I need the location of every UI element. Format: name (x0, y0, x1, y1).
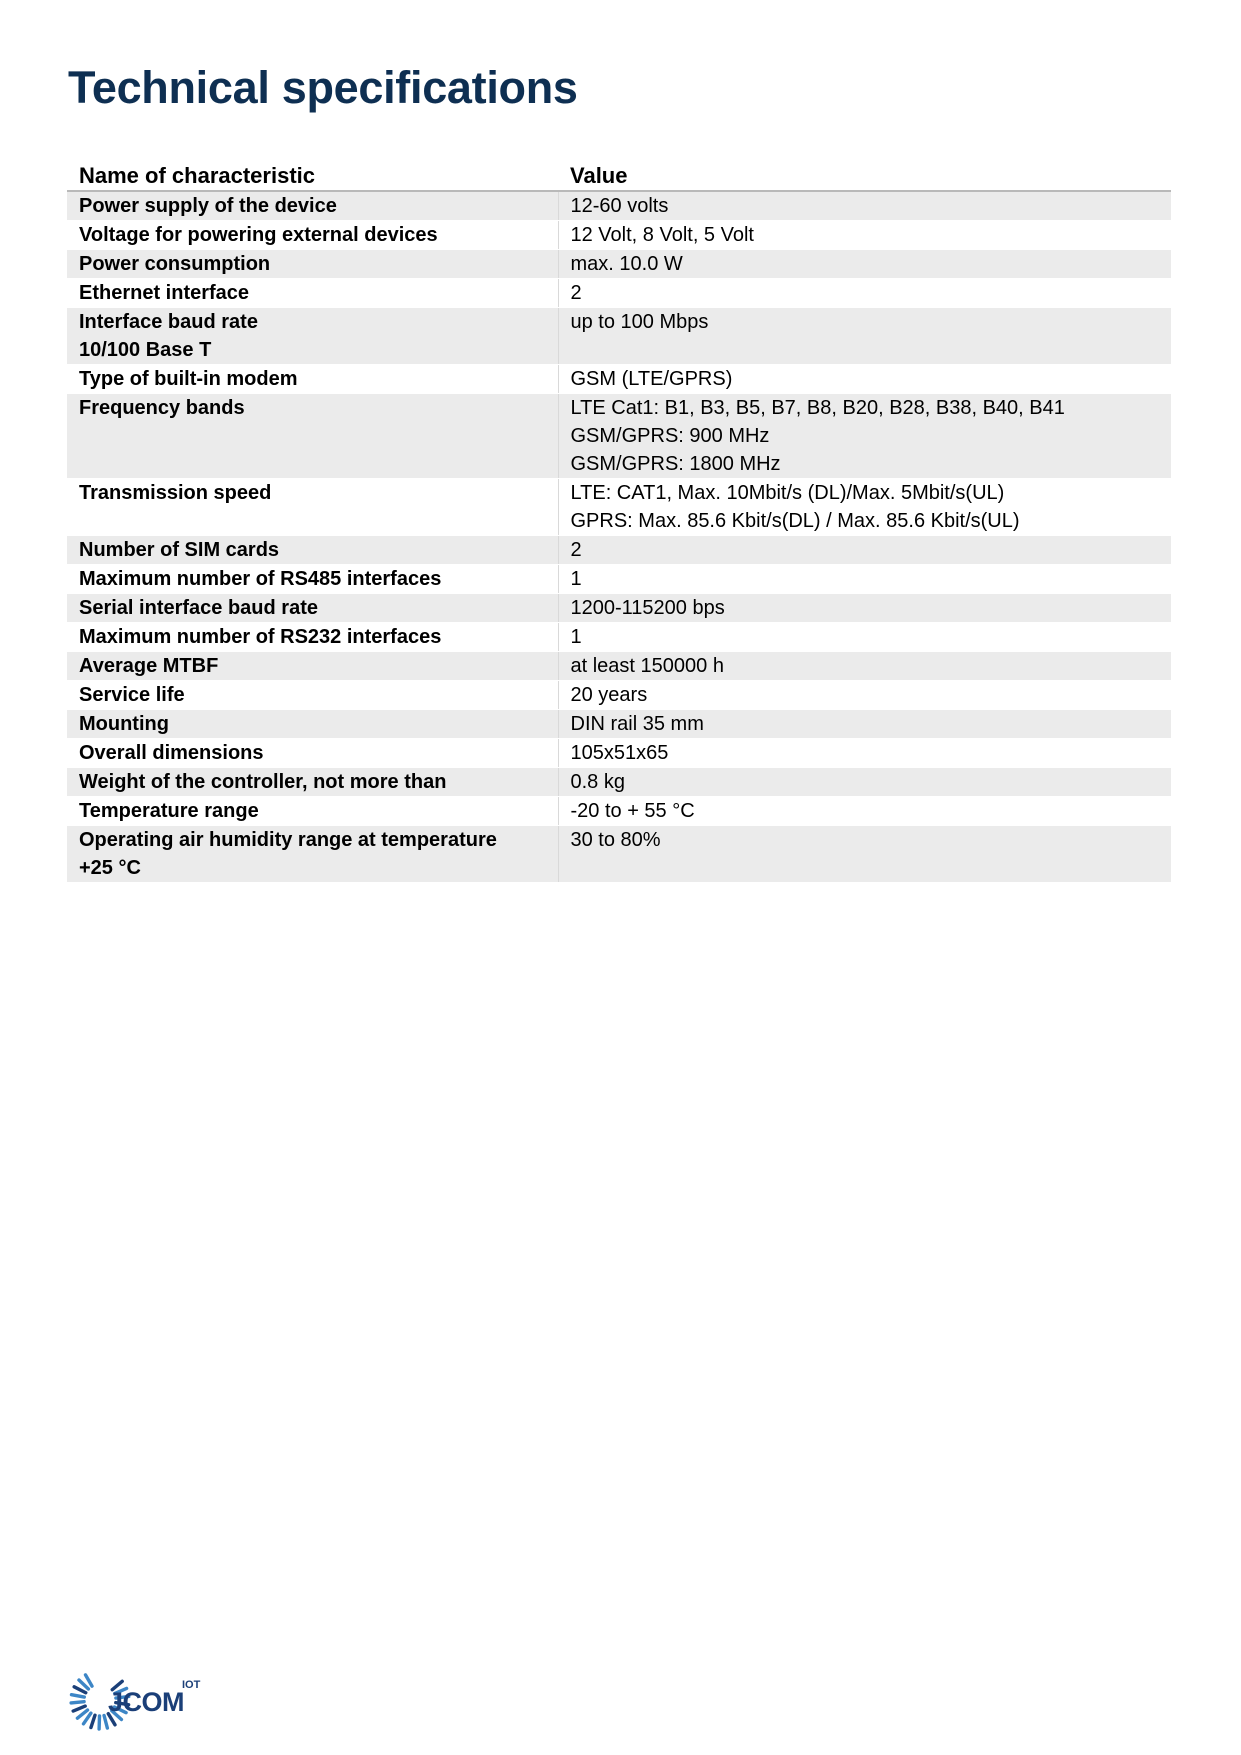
table-row (67, 365, 1171, 394)
characteristic-name (67, 652, 558, 681)
characteristic-name (67, 565, 558, 594)
characteristic-name-line: Operating air humidity range at temperature (79, 829, 497, 851)
characteristic-value-line: max. 10.0 W (570, 253, 683, 275)
characteristic-name (67, 479, 558, 536)
characteristic-name-line: Maximum number of RS485 interfaces (79, 568, 442, 590)
characteristic-value-line: up to 100 Mbps (570, 311, 709, 333)
table-row (67, 826, 1171, 883)
characteristic-value (558, 279, 1171, 308)
characteristic-value-line: 30 to 80% (570, 829, 661, 851)
table-row (67, 479, 1171, 536)
characteristic-name (67, 768, 558, 797)
table-row (67, 739, 1171, 768)
characteristic-name-line: +25 °C (79, 857, 141, 879)
table-row (67, 623, 1171, 652)
characteristic-name-line: Overall dimensions (79, 742, 264, 764)
characteristic-name-line: Service life (79, 684, 185, 706)
characteristic-name (67, 394, 558, 479)
characteristic-value-line: 2 (570, 282, 582, 304)
characteristic-value-line: 1200-115200 bps (570, 597, 725, 619)
characteristic-name (67, 308, 558, 365)
column-header-value: Value (558, 158, 1171, 191)
characteristic-value-line: GSM/GPRS: 900 MHz (570, 425, 770, 447)
table-row (67, 279, 1171, 308)
characteristic-name (67, 594, 558, 623)
characteristic-value-line: 0.8 kg (570, 771, 625, 793)
table-row (67, 394, 1171, 479)
characteristic-value (558, 768, 1171, 797)
characteristic-name-line: Number of SIM cards (79, 539, 280, 561)
characteristic-name (67, 681, 558, 710)
logo-ray (104, 1715, 107, 1728)
column-header-name: Name of characteristic (67, 158, 558, 191)
logo-ray (71, 1695, 84, 1697)
characteristic-value-line: -20 to + 55 °C (570, 800, 695, 822)
logo-ray (91, 1715, 95, 1727)
characteristic-name (67, 826, 558, 883)
table-row (67, 221, 1171, 250)
characteristic-value-line: LTE Cat1: B1, B3, B5, B7, B8, B20, B28, B38, B40, B41 (570, 397, 1065, 419)
characteristic-name-line: Ethernet interface (79, 282, 250, 304)
characteristic-name (67, 221, 558, 250)
characteristic-name-line: Frequency bands (79, 397, 245, 419)
characteristic-value-line: 12 Volt, 8 Volt, 5 Volt (570, 224, 754, 246)
table-row (67, 652, 1171, 681)
logo-ray (77, 1710, 87, 1718)
characteristic-name-line: 10/100 Base T (79, 339, 212, 361)
characteristic-value-line: LTE: CAT1, Max. 10Mbit/s (DL)/Max. 5Mbit/s(UL) (570, 482, 1005, 504)
characteristic-name-line: Power supply of the device (79, 195, 337, 217)
characteristic-name-line: Power consumption (79, 253, 271, 275)
characteristic-value (558, 623, 1171, 652)
spec-table (67, 158, 1171, 883)
table-row (67, 797, 1171, 826)
logo-ray (86, 1675, 93, 1686)
table-row (67, 710, 1171, 739)
characteristic-name (67, 250, 558, 279)
characteristic-value-line: 20 years (570, 684, 648, 706)
characteristic-name (67, 365, 558, 394)
characteristic-name-line: Voltage for powering external devices (79, 224, 438, 246)
characteristic-value (558, 565, 1171, 594)
characteristic-name-line: Temperature range (79, 800, 259, 822)
logo-text: JCOM (108, 1687, 185, 1717)
table-header-row (67, 158, 1171, 191)
characteristic-name (67, 710, 558, 739)
characteristic-value-line: 1 (570, 626, 582, 648)
characteristic-value-line: DIN rail 35 mm (570, 713, 704, 735)
table-row (67, 565, 1171, 594)
characteristic-value-line: at least 150000 h (570, 655, 724, 677)
characteristic-value (558, 191, 1171, 221)
characteristic-value (558, 739, 1171, 768)
characteristic-value (558, 594, 1171, 623)
characteristic-value (558, 797, 1171, 826)
characteristic-value (558, 652, 1171, 681)
characteristic-value (558, 365, 1171, 394)
characteristic-name (67, 797, 558, 826)
table-row (67, 536, 1171, 565)
characteristic-value (558, 250, 1171, 279)
logo-superscript: IOT (182, 1679, 201, 1691)
page-title: Technical specifications (68, 62, 578, 113)
characteristic-name (67, 191, 558, 221)
characteristic-name-line: Serial interface baud rate (79, 597, 318, 619)
characteristic-name (67, 279, 558, 308)
characteristic-value-line: 2 (570, 539, 582, 561)
characteristic-value (558, 221, 1171, 250)
characteristic-value (558, 681, 1171, 710)
characteristic-value (558, 394, 1171, 479)
characteristic-value (558, 479, 1171, 536)
characteristic-value-line: 105x51x65 (570, 742, 669, 764)
characteristic-name-line: Type of built-in modem (79, 368, 298, 390)
characteristic-name-line: Weight of the controller, not more than (79, 771, 447, 793)
characteristic-name-line: Maximum number of RS232 interfaces (79, 626, 442, 648)
logo-ray (83, 1713, 90, 1724)
table-row (67, 191, 1171, 221)
characteristic-name (67, 536, 558, 565)
logo-ray (71, 1702, 84, 1703)
characteristic-name (67, 623, 558, 652)
logo-ray (73, 1706, 85, 1711)
characteristic-value (558, 308, 1171, 365)
table-body (67, 191, 1171, 883)
characteristic-value-line: 1 (570, 568, 582, 590)
characteristic-value-line: GSM/GPRS: 1800 MHz (570, 453, 781, 475)
characteristic-name (67, 739, 558, 768)
characteristic-value (558, 710, 1171, 739)
table-row (67, 308, 1171, 365)
characteristic-name-line: Average MTBF (79, 655, 219, 677)
characteristic-name-line: Transmission speed (79, 482, 272, 504)
characteristic-value-line: 12-60 volts (570, 195, 669, 217)
table-row (67, 594, 1171, 623)
table-row (67, 681, 1171, 710)
characteristic-name-line: Mounting (79, 713, 169, 735)
logo-ray (74, 1687, 86, 1693)
characteristic-value-line: GPRS: Max. 85.6 Kbit/s(DL) / Max. 85.6 Kbit/s(UL) (570, 510, 1020, 532)
characteristic-name-line: Interface baud rate (79, 311, 258, 333)
table-row (67, 250, 1171, 279)
table-row (67, 768, 1171, 797)
characteristic-value (558, 536, 1171, 565)
characteristic-value-line: GSM (LTE/GPRS) (570, 368, 733, 390)
characteristic-value (558, 826, 1171, 883)
logo-ray (79, 1680, 88, 1689)
